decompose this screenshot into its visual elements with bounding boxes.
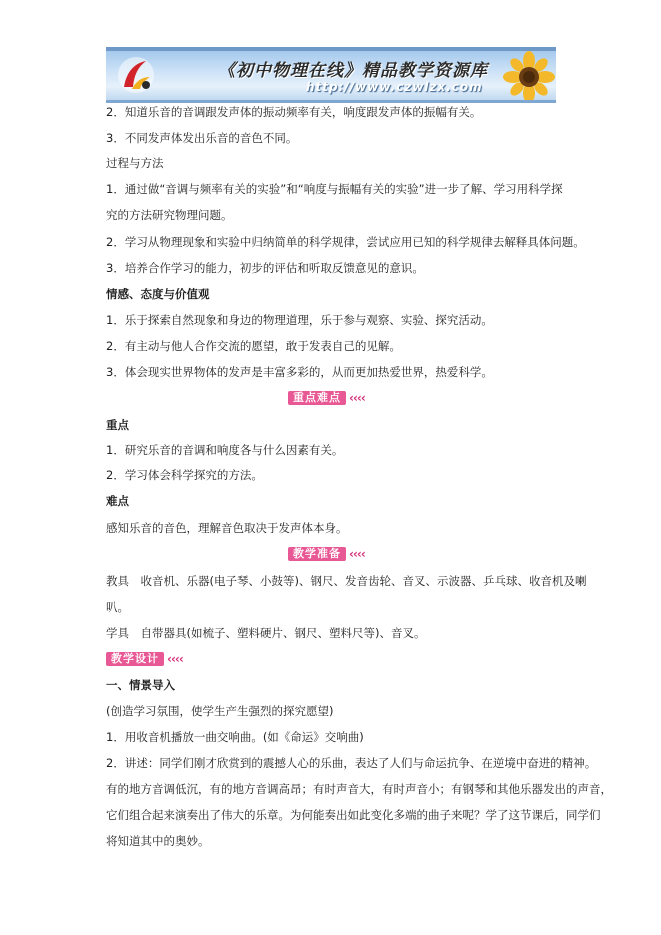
process-line-2: 2．学习从物理现象和实验中归纳简单的科学规律，尝试应用已知的科学规律去解释具体问题。 [106, 235, 585, 249]
section-tag-design [106, 651, 183, 666]
process-line-3: 3．培养合作学习的能力，初步的评估和听取反馈意见的意识。 [106, 261, 424, 275]
intro-step-2a: 2．讲述：同学们刚才欣赏到的震撼人心的乐曲，表达了人们与命运抗争、在逆境中奋进的精神。 [106, 756, 597, 770]
intro-step-2b: 有的地方音调低沉，有的地方音调高昂；有时声音大，有时声音小；有钢琴和其他乐器发出的声音， [106, 782, 612, 796]
attitude-line-2: 2．有主动与他人合作交流的愿望，敢于发表自己的见解。 [106, 339, 401, 353]
objective-line-2: 2．知道乐音的音调跟发声体的振动频率有关，响度跟发声体的振幅有关。 [106, 105, 482, 119]
banner-bottom-stripe [106, 100, 556, 103]
heading-scene-intro: 一、情景导入 [106, 678, 175, 692]
section-tag-key-points [288, 390, 365, 405]
site-logo-icon [116, 55, 156, 95]
heading-difficulty: 难点 [106, 494, 129, 508]
intro-step-1: 1．用收音机播放一曲交响曲。(如《命运》交响曲) [106, 730, 364, 744]
intro-step-2d: 将知道其中的奥妙。 [106, 834, 210, 848]
heading-attitude-values: 情感、态度与价值观 [106, 287, 210, 301]
student-tools-line: 学具 自带器具(如梳子、塑料硬片、钢尺、塑料尺等)、音叉。 [106, 626, 426, 640]
intro-step-2c: 它们组合起来演奏出了伟大的乐章。为何能奏出如此变化多端的曲子来呢？学了这节课后，同学们 [106, 808, 601, 822]
tag-label: 教学准备 [288, 547, 346, 561]
difficulty-line: 感知乐音的音色，理解音色取决于发声体本身。 [106, 521, 348, 535]
heading-process-methods: 过程与方法 [106, 156, 164, 170]
heading-key-point: 重点 [106, 418, 129, 432]
sunflower-icon [498, 51, 556, 103]
section-tag-preparation [288, 546, 365, 561]
header-banner [106, 47, 556, 103]
teaching-aids-line-b: 叭。 [106, 600, 129, 614]
key-point-line-1: 1．研究乐音的音调和响度各与什么因素有关。 [106, 443, 344, 457]
banner-top-stripe [106, 47, 556, 51]
tag-label: 教学设计 [106, 652, 164, 666]
attitude-line-1: 1．乐于探索自然现象和身边的物理道理，乐于参与观察、实验、探究活动。 [106, 313, 493, 327]
objective-line-3: 3．不同发声体发出乐音的音色不同。 [106, 131, 298, 145]
tag-label: 重点难点 [288, 391, 346, 405]
intro-note: (创造学习氛围，使学生产生强烈的探究愿望) [106, 704, 334, 718]
process-line-1b: 究的方法研究物理问题。 [106, 208, 233, 222]
attitude-line-3: 3．体会现实世界物体的发声是丰富多彩的，从而更加热爱世界，热爱科学。 [106, 365, 493, 379]
key-point-line-2: 2．学习体会科学探究的方法。 [106, 468, 263, 482]
banner-url: http://www.czwlzx.com [306, 80, 483, 94]
chevrons-left-icon: ‹‹‹‹ [167, 651, 183, 666]
chevrons-left-icon: ‹‹‹‹ [349, 390, 365, 405]
chevrons-left-icon: ‹‹‹‹ [349, 546, 365, 561]
teaching-aids-line-a: 教具 收音机、乐器(电子琴、小鼓等)、钢尺、发音齿轮、音叉、示波器、乒乓球、收音机及喇 [106, 574, 587, 588]
banner-title: 《初中物理在线》精品教学资源库 [218, 61, 488, 81]
process-line-1a: 1．通过做“音调与频率有关的实验”和“响度与振幅有关的实验”进一步了解、学习用科学探 [106, 182, 563, 196]
